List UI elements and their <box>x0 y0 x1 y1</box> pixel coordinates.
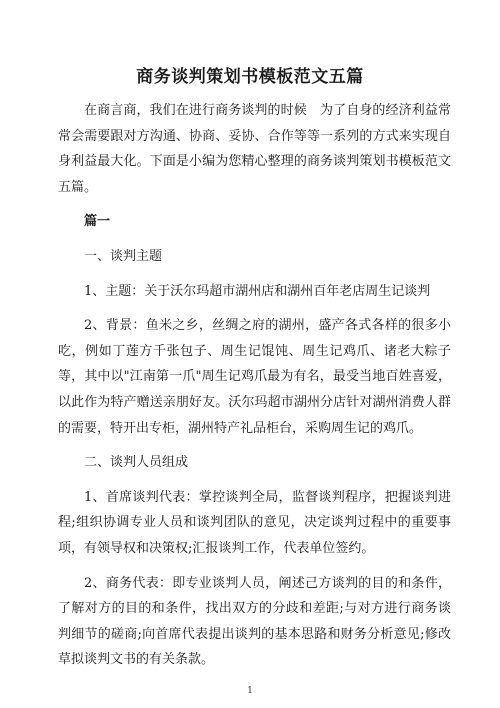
section-heading-part-one: 篇一 <box>84 214 111 230</box>
subheading-negotiation-topic: 一、谈判主题 <box>84 248 163 264</box>
intro-paragraph: 在商言商，我们在进行商务谈判的时候 为了自身的经济利益常常会需要跟对方沟通、协商、妥协、合作等等一系列的方式来实现自身利益最大化。下面是小编为您精心整理的商务谈判策划书模板范文五篇。 <box>58 103 451 195</box>
subheading-team-composition: 二、谈判人员组成 <box>84 455 189 471</box>
chief-representative-paragraph: 1、首席谈判代表：掌控谈判全局，监督谈判程序，把握谈判进程;组织协调专业人员和谈判团队的意见，决定谈判过程中的重要事项，有领导权和决策权;汇报谈判工作，代表单位签约。 <box>58 489 451 556</box>
document-body <box>58 98 451 682</box>
topic-paragraph: 1、主题：关于沃尔玛超市湖州店和湖州百年老店周生记谈判 <box>84 283 431 299</box>
page-number: 1 <box>247 686 253 696</box>
document-title: 商务谈判策划书模板范文五篇 <box>136 67 364 87</box>
business-representative-paragraph: 2、商务代表：即专业谈判人员，阐述己方谈判的目的和条件，了解对方的目的和条件，找出双方的分歧和差距;与对方进行商务谈判细节的磋商;向首席代表提出谈判的基本思路和财务分析意见;修改草拟谈判文书的有关条款。 <box>58 575 451 668</box>
background-paragraph: 2、背景：鱼米之乡，丝绸之府的湖州，盛产各式各样的很多小吃，例如丁莲方千张包子、周生记馄饨、周生记鸡爪、诸老大粽子等，其中以"江南第一爪"周生记鸡爪最为有名，最受当地百姓喜爱，以此作为特产赠送亲朋好友。沃尔玛超市湖州分店针对湖州消费人群的需要，特开出专柜，湖州特产礼品柜台，采购周生记的鸡爪。 <box>58 318 451 436</box>
